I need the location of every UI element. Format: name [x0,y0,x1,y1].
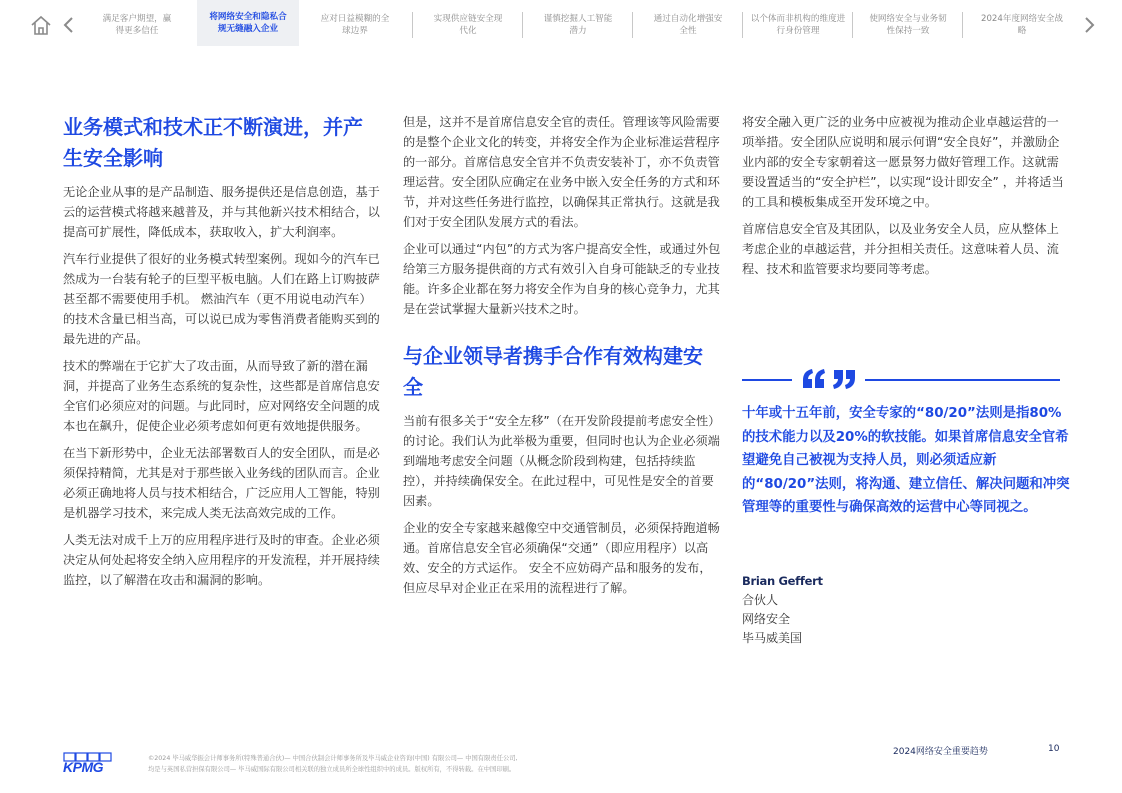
body-paragraph: 企业的安全专家越来越像空中交通管制员，必须保持跑道畅通。首席信息安全官必须确保“交通”（即应用程序）以高效、安全的方式运作。 安全不应妨碍产品和服务的发布，但应尽早对企业正在采用的流程进行了解。 [403,521,720,595]
tab-ai-potential[interactable] [526,10,630,40]
tab-label: 2024年度网络安全战略 [980,14,1064,36]
tab-label: 满足客户期望，赢得更多信任 [102,14,172,36]
author-firm: 毕马威美国 [742,631,803,645]
legal-line: ©2024 毕马威华振会计师事务所(特殊普通合伙)— 中国合伙制会计师事务所及毕马威企业咨询(中国) 有限公司— 中国有限责任公司, [148,755,518,762]
home-icon[interactable] [30,14,52,36]
section-heading: 与企业领导者携手合作有效构建安全 [403,344,703,399]
column-3 [742,112,1064,286]
column-2 [403,112,721,605]
tab-embed-security-privacy[interactable] [197,0,299,46]
top-navigation [0,0,1122,50]
body-paragraph: 首席信息安全官及其团队，以及业务安全人员，应从整体上考虑企业的卓越运营，并分担相关责任。这意味着人员、流程、技术和监管要求均要同等考虑。 [742,222,1059,276]
body-paragraph: 技术的弊端在于它扩大了攻击面，从而导致了新的潜在漏洞，并提高了业务生态系统的复杂性，这些都是首席信息安全官们必须应对的问题。与此同时，应对网络安全问题的成本也在飙升，促使企业必须考虑如何更有效地提供服务。 [63,359,380,433]
author-department: 网络安全 [742,612,791,626]
quote-author [742,572,823,648]
tab-automation[interactable] [636,10,740,40]
pull-quote: 十年或十五年前，安全专家的“80/20”法则是指80%的技术能力以及20%的软技能。如果首席信息安全官希望避免自己被视为支持人员，则必须适应新的“80/20”法则，将沟通、建立信任、解决问题和冲突管理等的重要性与确保高效的运营中心等同视之。 [742,406,1070,515]
tab-label: 以个体而非机构的维度进行身份管理 [750,14,846,36]
legal-notice [148,753,708,775]
author-name: Brian Geffert [742,574,823,588]
tab-divider [852,12,853,38]
tab-divider [632,12,633,38]
tab-label: 实现供应链安全现代化 [433,14,503,36]
tab-divider [522,12,523,38]
tab-divider [412,12,413,38]
tab-label: 应对日益模糊的全球边界 [320,14,390,36]
tab-global-boundaries[interactable] [303,10,407,40]
body-paragraph: 人类无法对成千上万的应用程序进行及时的审查。企业必须决定从何处起将安全纳入应用程序的开发流程，并开展持续监控，以了解潜在攻击和漏洞的影响。 [63,533,380,587]
body-paragraph: 汽车行业提供了很好的业务模式转型案例。现如今的汽车已然成为一台装有轮子的巨型平板电脑。人们在路上订购披萨甚至都不需要使用手机。 燃油汽车（更不用说电动汽车）的技术含量已相当高，可以说已成为零售消费者能购买到的最先进的产品。 [63,252,380,346]
tab-strategy-2024[interactable] [966,10,1078,40]
kpmg-logo-text: KPMG [63,759,103,775]
body-paragraph: 但是，这并不是首席信息安全官的责任。管理该等风险需要的是整个企业文化的转变，并将安全作为企业标准运营程序的一部分。首席信息安全官并不负责安装补丁，亦不负责管理运营。安全团队应确定在业务中嵌入安全任务的方式和环节，并对这些任务进行监控，以确保其正常执行。这就是我们对于安全团队发展方式的看法。 [403,115,720,229]
tab-resilience[interactable] [856,10,960,40]
body-paragraph: 在当下新形势中，企业无法部署数百人的安全团队，而是必须保持精简，尤其是对于那些嵌入业务线的团队而言。企业必须正确地将人员与技术相结合，广泛应用人工智能，特别是机器学习技术，来完成人类无法高效完成的工作。 [63,446,380,520]
document-title: 2024网络安全重要趋势 [893,747,988,757]
author-title: 合伙人 [742,593,779,607]
page-number: 10 [1048,744,1060,754]
tab-supply-chain[interactable] [416,10,520,40]
chevron-left-icon[interactable] [62,14,76,36]
tab-label: 谨慎挖掘人工智能潜力 [543,14,613,36]
tab-label: 通过自动化增强安全性 [653,14,723,36]
body-paragraph: 当前有很多关于“安全左移”（在开发阶段提前考虑安全性）的讨论。我们认为此举极为重要，但同时也认为企业必须端到端地考虑安全问题（从概念阶段到构建，包括持续监控），并持续确保安全。在此过程中，可见性是安全的首要因素。 [403,414,721,508]
column-1 [63,112,381,597]
tab-divider [742,12,743,38]
body-paragraph: 无论企业从事的是产品制造、服务提供还是信息创造，基于云的运营模式将越来越普及，并与其他新兴技术相结合，以提高可扩展性，降低成本，获取收入，扩大利润率。 [63,185,380,239]
quote-divider [742,379,792,381]
legal-line: 均是与英国私营担保有限公司— 毕马威国际有限公司相关联的独立成员所全球性组织中的成员。版权所有，不得转载。在中国印刷。 [148,766,516,773]
tab-divider [962,12,963,38]
body-paragraph: 企业可以通过“内包”的方式为客户提高安全性，或通过外包给第三方服务提供商的方式有效引入自身可能缺乏的专业技能。许多企业都在努力将安全作为自身的核心竞争力，尤其是在尝试掌握大量新兴技术之时。 [403,242,721,316]
tab-customer-trust[interactable] [82,10,192,40]
tab-label: 使网络安全与业务韧性保持一致 [869,14,947,36]
chevron-right-icon[interactable] [1082,14,1096,36]
body-paragraph: 将安全融入更广泛的业务中应被视为推动企业卓越运营的一项举措。安全团队应说明和展示何谓“安全良好”，并激励企业内部的安全专家朝着这一愿景努力做好管理工作。这就需要设置适当的“安全护栏”，以实现“设计即安全” ，并将适当的工具和模板集成至开发环境之中。 [742,115,1064,209]
section-heading: 业务模式和技术正不断演进，并产生安全影响 [63,115,363,170]
tab-identity[interactable] [746,10,850,40]
quote-marks-icon [799,366,859,392]
quote-divider [865,379,1060,381]
tab-label: 将网络安全和隐私合规无缝融入企业 [209,12,287,34]
